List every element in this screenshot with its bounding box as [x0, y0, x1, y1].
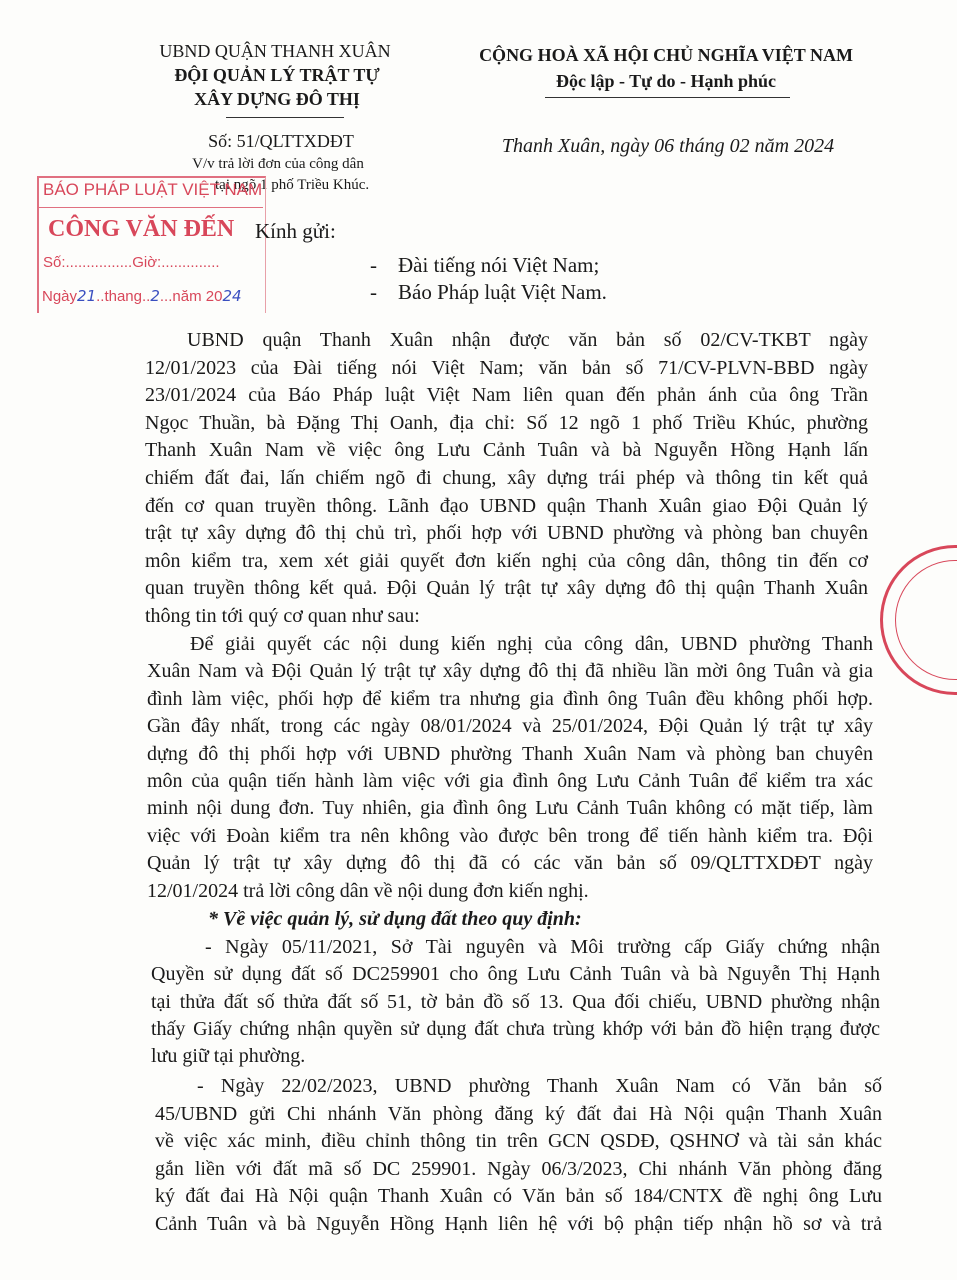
- stamp-month: 2: [150, 287, 160, 305]
- stamp-day: 21: [77, 287, 97, 305]
- body-text-line: việc với Đoàn kiểm tra nên không vào được bên trong để tiến hành kiểm tra. Đội: [147, 824, 873, 847]
- stamp-number-time: Số:................Giờ:..............: [43, 254, 220, 271]
- unit-name-line2: XÂY DỰNG ĐÔ THỊ: [194, 89, 360, 109]
- stamp-date-prefix: Ngày: [42, 288, 78, 305]
- body-text-line: - Ngày 05/11/2021, Sở Tài nguyên và Môi trường cấp Giấy chứng nhận: [205, 936, 880, 958]
- recipient-item: - Báo Pháp luật Việt Nam.: [370, 280, 607, 304]
- section-heading: * Về việc quản lý, sử dụng đất theo quy định:: [208, 908, 582, 930]
- body-text-line: Gần đây nhất, trong các ngày 08/01/2024 và 25/01/2024, Đội Quản lý trật tự xây: [147, 715, 873, 738]
- body-text-line: 12/01/2023 của Đài tiếng nói Việt Nam; văn bản số 71/CV-PLVN-BBD ngày: [145, 356, 868, 379]
- body-text-line: thấy Giấy chứng nhận quyền sử dụng đất chưa trùng khớp với bản đồ hiện trạng được: [151, 1017, 880, 1040]
- recipient-item: - Đài tiếng nói Việt Nam;: [370, 253, 600, 277]
- body-text-line: môn của quận tiến hành làm việc với gia đình ông Lưu Cảnh Tuân để kiểm tra xác: [147, 770, 873, 792]
- body-text-line: lưu giữ tại phường.: [151, 1045, 306, 1068]
- document-number: Số: 51/QLTTXDĐT: [208, 131, 354, 151]
- addressee-label: Kính gửi:: [255, 219, 336, 243]
- header-left-underline: [226, 117, 344, 118]
- body-text-line: tại thửa đất số thửa đất số 51, tờ bản đồ số 13. Qua đối chiếu, UBND phường nhận: [151, 990, 880, 1013]
- agency-name: UBND QUẬN THANH XUÂN: [159, 41, 391, 61]
- official-seal: [880, 545, 957, 695]
- stamp-divider: [37, 207, 263, 208]
- body-text-line: ký đất đai Hà Nội quận Thanh Xuân có Văn bản số 184/CNTX đề nghị ông Lưu: [155, 1185, 882, 1208]
- subject-line1: V/v trả lời đơn của công dân: [192, 156, 364, 172]
- body-text-line: môn kiểm tra, xem xét giải quyết đơn kiến nghị của công dân, thông tin đến cơ: [145, 549, 868, 572]
- body-text-line: UBND quận Thanh Xuân nhận được văn bản số 02/CV-TKBT ngày: [187, 329, 868, 351]
- unit-name-line1: ĐỘI QUẢN LÝ TRẬT TỰ: [174, 65, 380, 85]
- body-text-line: 12/01/2024 trả lời công dân về nội dung đơn kiến nghị.: [147, 879, 589, 902]
- body-text-line: dựng đô thị phối hợp với UBND phường Thanh Xuân Nam và phòng ban chuyên: [147, 742, 873, 765]
- body-text-line: chiếm đất đai, lấn chiếm ngõ đi chung, xây dựng trái phép và thông tin kết quả: [145, 467, 868, 489]
- body-text-line: Ngọc Thuần, bà Đặng Thị Oanh, địa chỉ: Số 12 ngõ 1 phố Triều Khúc, phường: [145, 411, 868, 434]
- body-text-line: Quyền sử dụng đất số DC259901 cho ông Lưu Cảnh Tuân và bà Nguyễn Thị Hạnh: [151, 963, 880, 986]
- place-date: Thanh Xuân, ngày 06 tháng 02 năm 2024: [501, 135, 835, 157]
- stamp-year: 24: [222, 287, 242, 305]
- subject-line2: tại ngõ 1 phố Triều Khúc.: [215, 177, 370, 193]
- header-right-underline: [545, 97, 790, 98]
- body-text-line: Thanh Xuân Nam về việc ông Lưu Cảnh Tuân và bà Nguyễn Hồng Hạnh lấn: [145, 439, 868, 462]
- body-text-line: về việc xác minh, điều chỉnh thông tin trên GCN QSDĐ, QSHNƠ và tài sản khác: [155, 1130, 882, 1153]
- body-text-line: Xuân Nam và Đội Quản lý trật tự xây dựng đô thị đã nhiều lần mời ông Tuân và gia: [147, 660, 873, 683]
- body-text-line: 45/UBND gửi Chi nhánh Văn phòng đăng ký đất đai Hà Nội quận Thanh Xuân: [155, 1102, 882, 1125]
- body-text-line: Cảnh Tuân và bà Nguyễn Hồng Hạnh liên hệ với bộ phận tiếp nhận hồ sơ và trả: [155, 1213, 882, 1235]
- body-text-line: gắn liền với đất mã số DC 259901. Ngày 06/3/2023, Chi nhánh Văn phòng đăng: [155, 1157, 882, 1180]
- stamp-title: CÔNG VĂN ĐẾN: [48, 216, 235, 242]
- recipient-name: Báo Pháp luật Việt Nam.: [398, 280, 607, 304]
- body-text-line: thông tin tới quý cơ quan như sau:: [145, 605, 420, 627]
- body-text-line: đến cơ quan truyền thông. Lãnh đạo UBND quận Thanh Xuân giao Đội Quản lý: [145, 494, 868, 517]
- stamp-org: BÁO PHÁP LUẬT VIỆT NAM: [43, 180, 263, 199]
- body-text-line: quan truyền thông kết quả. Đội Quản lý trật tự xây dựng đô thị quận Thanh Xuân: [145, 577, 868, 600]
- stamp-year-label: ...năm 20: [159, 288, 223, 305]
- nation-title: CỘNG HOÀ XÃ HỘI CHỦ NGHĨA VIỆT NAM: [479, 45, 853, 65]
- body-text-line: đình làm việc, phối hợp để kiểm tra nhưng gia đình ông Tuân đều không phối hợp.: [147, 687, 873, 710]
- body-text-line: Để giải quyết các nội dung kiến nghị của công dân, UBND phường Thanh: [190, 633, 873, 655]
- recipient-name: Đài tiếng nói Việt Nam;: [398, 253, 600, 277]
- body-text-line: - Ngày 22/02/2023, UBND phường Thanh Xuân Nam có Văn bản số: [197, 1075, 882, 1097]
- stamp-date: [42, 287, 242, 305]
- body-text-line: 23/01/2024 của Báo Pháp luật Việt Nam liên quan đến phản ánh của ông Trần: [145, 384, 868, 407]
- body-text-line: minh nội dung đơn. Tuy nhiên, gia đình ông Lưu Cảnh Tuân không có mặt tiếp, làm: [147, 797, 873, 820]
- body-text-line: trật tự xây dựng đô thị chủ trì, phối hợp với UBND phường và phòng ban chuyên: [145, 522, 868, 545]
- stamp-month-label: ..thang..: [96, 288, 151, 305]
- body-text-line: Quản lý trật tự xây dựng đô thị đã có các văn bản số 09/QLTTXDĐT ngày: [147, 852, 873, 875]
- motto: Độc lập - Tự do - Hạnh phúc: [555, 71, 777, 91]
